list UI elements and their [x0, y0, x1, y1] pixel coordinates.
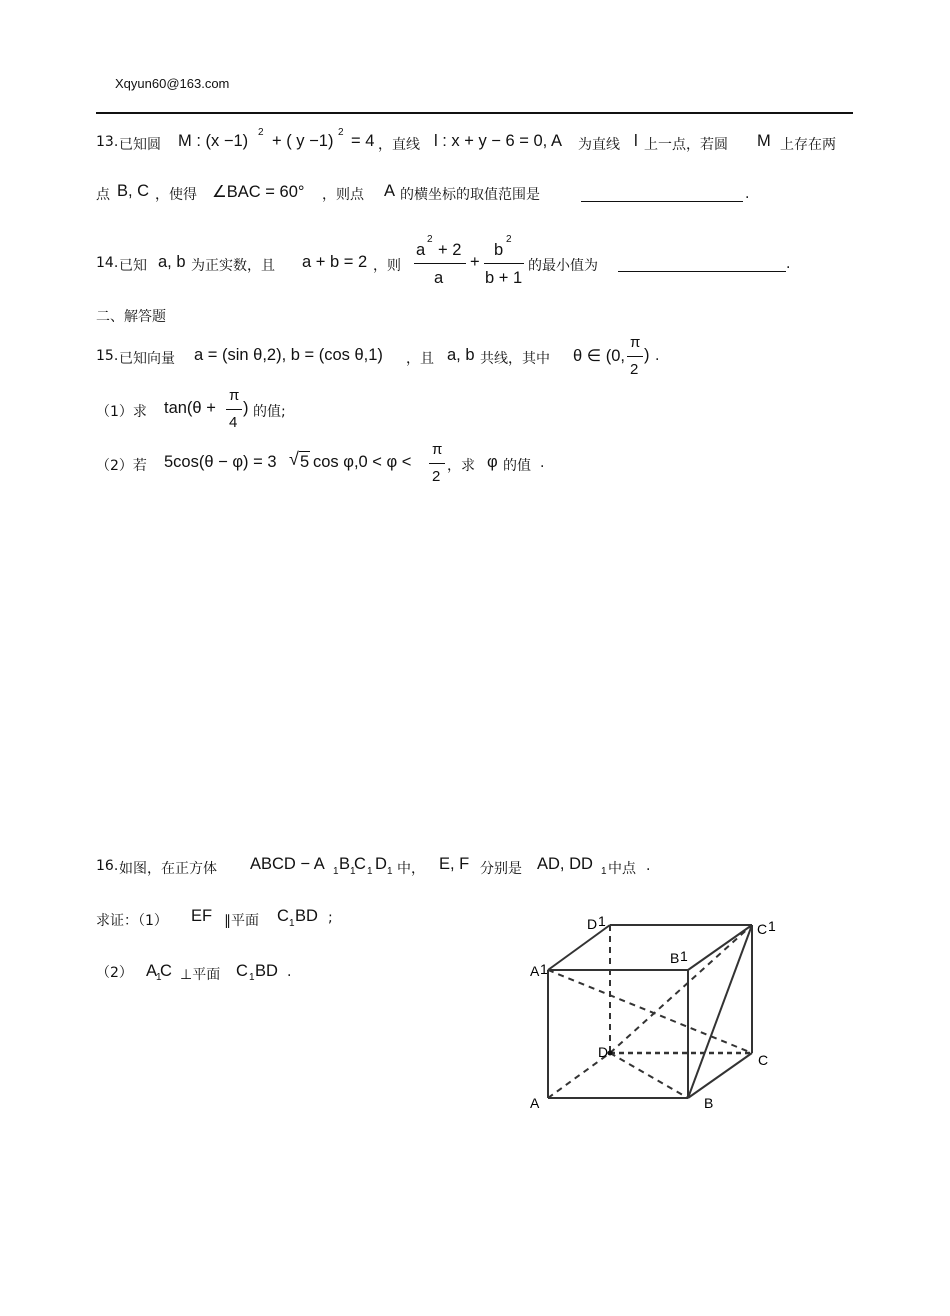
- segment-B-C1: [688, 925, 752, 1098]
- q15-p1-frac-den: 4: [229, 414, 238, 431]
- q16-p1-end: ;: [328, 910, 333, 926]
- q16-text-1: 如图，在正方体: [119, 861, 217, 877]
- q15-p1-text: 的值;: [253, 404, 286, 420]
- q15-p1-tan: tan(θ +: [164, 399, 216, 417]
- q16-p1-EF: EF: [191, 907, 213, 925]
- label-A1-sub: 1: [540, 961, 548, 977]
- q13-M: M: [757, 132, 771, 150]
- label-B1: B: [670, 950, 680, 966]
- q16-sub-2: 1: [350, 866, 356, 877]
- q13-text-2: ，直线: [378, 137, 420, 153]
- q13-circle-eq-1: M : (x −1): [178, 132, 249, 150]
- q16-p2-sub: 1: [156, 972, 162, 983]
- q16-p2-A: A: [146, 962, 158, 980]
- q16-AD-DD: AD, DD: [537, 855, 593, 873]
- q13-text-5: 上存在两: [780, 137, 836, 153]
- sqrt-icon: √: [289, 449, 299, 469]
- q13-square-2: 2: [338, 127, 344, 138]
- q14-text-4: 的最小值为: [528, 258, 598, 274]
- q16-p2-BD: BD: [255, 962, 278, 980]
- q13-text-1: 已知圆: [119, 137, 161, 153]
- label-C: C: [758, 1052, 769, 1068]
- q15-p2-frac-den: 2: [432, 468, 441, 485]
- q13-answer-blank: [581, 201, 743, 202]
- q16-p2-C: C: [160, 962, 172, 980]
- label-B: B: [704, 1095, 714, 1111]
- section-heading: 二、解答题: [96, 309, 166, 325]
- q13-text-4: 上一点，若圆: [644, 137, 728, 153]
- q16-sub-5: 1: [601, 866, 607, 877]
- q15-p2-end: .: [540, 455, 545, 471]
- q15-p2-frac-num: π: [432, 441, 443, 458]
- q14-sum: a + b = 2: [302, 253, 368, 271]
- q15-p2-text-1: ，求: [447, 458, 475, 474]
- q16-sub-1: 1: [333, 866, 339, 877]
- q16-p2-sub2: 1: [249, 972, 255, 983]
- q16-prove-label: 求证：（1）: [96, 913, 168, 929]
- q13-line-eq: l : x + y − 6 = 0, A: [434, 132, 562, 150]
- q13-end: .: [745, 186, 750, 202]
- q14-frac1-num-a: a: [416, 241, 426, 259]
- q14-answer-blank: [618, 271, 786, 272]
- q15-text-2: ，且: [406, 351, 434, 367]
- q14-number: 14.: [96, 255, 119, 271]
- q16-p1-BD: BD: [295, 907, 318, 925]
- q14-frac2-den: b + 1: [485, 269, 523, 287]
- q13-text-9: 的横坐标的取值范围是: [400, 187, 540, 203]
- q15-frac-num: π: [630, 334, 641, 351]
- q16-p2-label: （2）: [96, 965, 133, 981]
- q15-p2-eq-2: cos φ,0 < φ <: [313, 453, 412, 471]
- q15-p2-eq-1: 5cos(θ − φ) = 3: [164, 453, 277, 471]
- segment-A1-C: [548, 970, 752, 1053]
- q16-cube-name-3: C: [354, 855, 366, 873]
- label-C1-sub: 1: [768, 918, 776, 934]
- edge-A1-D1: [548, 925, 610, 970]
- label-A: A: [530, 1095, 540, 1111]
- q15-p1-frac-bar: [226, 409, 242, 410]
- q15-theta-range: θ ∈ (0,: [573, 347, 625, 365]
- header-email: Xqyun60@163.com: [115, 76, 230, 91]
- edge-B1-C1: [688, 925, 752, 970]
- q16-end: .: [646, 858, 651, 874]
- q16-p1-sub: 1: [289, 918, 295, 929]
- q16-sub-4: 1: [387, 866, 393, 877]
- q16-cube-name-2: B: [339, 855, 351, 873]
- q13-angle: ∠BAC = 60°: [212, 183, 305, 201]
- q14-plus: +: [470, 253, 480, 271]
- q15-p2-label: （2）若: [96, 458, 147, 474]
- q14-frac1-bar: [414, 263, 466, 264]
- q13-text-8: ，则点: [322, 187, 364, 203]
- q16-p2-end: .: [287, 964, 292, 980]
- q16-p2-text: ⊥平面: [180, 967, 221, 983]
- q15-end: .: [655, 348, 660, 364]
- label-D1-sub: 1: [598, 913, 606, 929]
- q16-text-3: 分别是: [480, 861, 522, 877]
- q14-frac2-num-b: b: [494, 241, 504, 259]
- q15-p1-close: ): [243, 399, 249, 417]
- q15-ab: a, b: [447, 346, 475, 364]
- q13-circle-eq-2: + ( y −1): [272, 132, 334, 150]
- q16-sub-3: 1: [367, 866, 373, 877]
- q15-p2-phi: φ: [487, 453, 498, 471]
- label-D1: D: [587, 916, 598, 932]
- label-D: D: [598, 1044, 609, 1060]
- q16-cube-name-1: ABCD − A: [250, 855, 325, 873]
- q13-text-6: 点: [96, 187, 110, 203]
- q13-number: 13.: [96, 134, 119, 150]
- q14-frac1-den: a: [434, 269, 444, 287]
- q15-frac-bar: [627, 356, 643, 357]
- q14-text-1: 已知: [119, 258, 147, 274]
- q13-A: A: [384, 182, 396, 200]
- q15-p2-root: 5: [300, 453, 310, 471]
- q15-vectors: a = (sin θ,2), b = (cos θ,1): [194, 346, 383, 364]
- q15-p1-frac-num: π: [229, 387, 240, 404]
- q13-text-7: ，使得: [155, 187, 197, 203]
- q15-p2-frac-bar: [429, 463, 445, 464]
- q13-l: l: [634, 132, 638, 150]
- label-C1: C: [757, 921, 768, 937]
- q13-text-3: 为直线: [578, 137, 620, 153]
- sqrt-vinculum: [299, 451, 310, 452]
- header-divider: [96, 112, 853, 114]
- q16-number: 16.: [96, 858, 119, 874]
- q15-text-3: 共线，其中: [480, 351, 550, 367]
- cube-diagram: [520, 905, 790, 1115]
- q14-frac2-num-sup: 2: [506, 234, 512, 245]
- q16-EF: E, F: [439, 855, 470, 873]
- edge-B-C: [688, 1053, 752, 1098]
- segment-D-B: [610, 1053, 688, 1098]
- q15-close-paren: ): [644, 346, 650, 364]
- q15-p2-text-2: 的值: [503, 458, 531, 474]
- q14-frac1-num-rest: + 2: [438, 241, 462, 259]
- q14-frac2-bar: [484, 263, 524, 264]
- q13-BC: B, C: [117, 182, 150, 200]
- q16-p1-C: C: [277, 907, 289, 925]
- q15-p1-label: （1）求: [96, 404, 147, 420]
- q14-ab: a, b: [158, 253, 186, 271]
- q14-frac1-num-sup: 2: [427, 234, 433, 245]
- label-A1: A: [530, 963, 540, 979]
- q16-cube-name-4: D: [375, 855, 387, 873]
- q16-p2-C1: C: [236, 962, 248, 980]
- q15-frac-den: 2: [630, 361, 639, 378]
- q14-end: .: [786, 256, 791, 272]
- q16-text-4: 中点: [608, 861, 636, 877]
- label-B1-sub: 1: [680, 948, 688, 964]
- q16-p1-text: ∥平面: [224, 913, 259, 929]
- q16-text-2: 中，: [397, 861, 425, 877]
- q14-text-3: ，则: [373, 258, 401, 274]
- point-D: [608, 1051, 613, 1056]
- q13-square-1: 2: [258, 127, 264, 138]
- q15-number: 15.: [96, 348, 119, 364]
- q13-circle-eq-3: = 4: [351, 132, 375, 150]
- q15-text-1: 已知向量: [119, 351, 175, 367]
- q14-text-2: 为正实数，且: [191, 258, 275, 274]
- segment-D-C1: [610, 925, 752, 1053]
